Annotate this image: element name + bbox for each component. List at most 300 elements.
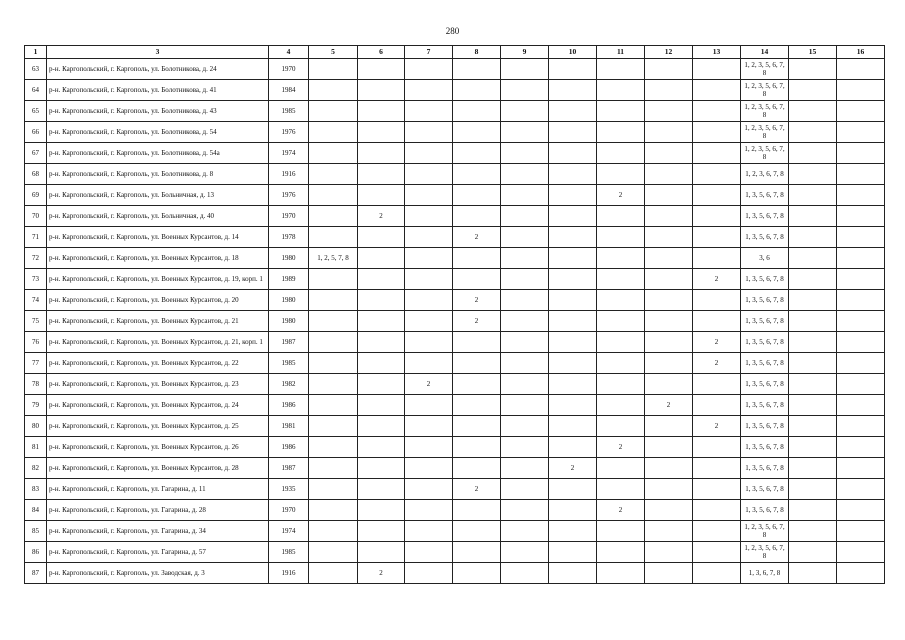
col-8-cell — [453, 521, 501, 542]
col-13-cell — [693, 479, 741, 500]
table-row — [25, 59, 885, 80]
address-cell: р-н. Каргопольский, г. Каргополь, ул. Гагарина, д. 11 — [47, 479, 269, 500]
col-7-cell — [405, 101, 453, 122]
col-10-cell — [549, 59, 597, 80]
col-12-cell — [645, 206, 693, 227]
col-14-cell: 1, 3, 5, 6, 7, 8 — [741, 353, 789, 374]
col-16-cell — [837, 101, 885, 122]
row-number-cell: 82 — [25, 458, 47, 479]
col-13-cell — [693, 521, 741, 542]
address-cell: р-н. Каргопольский, г. Каргополь, ул. Болотникова, д. 41 — [47, 80, 269, 101]
col-13-cell — [693, 542, 741, 563]
col-7-cell — [405, 269, 453, 290]
col-15-cell — [789, 206, 837, 227]
col-6-cell — [358, 500, 405, 521]
col-15-cell — [789, 143, 837, 164]
col-6-cell — [358, 521, 405, 542]
col-11-cell: 2 — [597, 500, 645, 521]
col-7-cell — [405, 164, 453, 185]
col-6-cell — [358, 164, 405, 185]
col-14-cell: 1, 2, 3, 5, 6, 7, 8 — [741, 542, 789, 563]
col-11-cell — [597, 59, 645, 80]
col-13-cell — [693, 248, 741, 269]
col-8-cell — [453, 164, 501, 185]
row-number-cell: 65 — [25, 101, 47, 122]
col-16-cell — [837, 290, 885, 311]
col-10-cell — [549, 374, 597, 395]
col-8-cell — [453, 122, 501, 143]
col-15-cell — [789, 269, 837, 290]
table-row — [25, 206, 885, 227]
col-6-cell — [358, 80, 405, 101]
col-13-cell — [693, 80, 741, 101]
year-cell: 1980 — [269, 248, 309, 269]
col-9-cell — [501, 458, 549, 479]
col-13-cell — [693, 143, 741, 164]
table-row — [25, 101, 885, 122]
year-cell: 1985 — [269, 542, 309, 563]
col-6-cell — [358, 542, 405, 563]
address-cell: р-н. Каргопольский, г. Каргополь, ул. Болотникова, д. 43 — [47, 101, 269, 122]
year-cell: 1974 — [269, 143, 309, 164]
col-11-cell: 2 — [597, 437, 645, 458]
col-6-cell — [358, 332, 405, 353]
column-header: 9 — [501, 46, 549, 59]
row-number-cell: 76 — [25, 332, 47, 353]
col-9-cell — [501, 101, 549, 122]
col-14-cell: 1, 3, 5, 6, 7, 8 — [741, 374, 789, 395]
table-row — [25, 416, 885, 437]
col-6-cell — [358, 479, 405, 500]
col-6-cell: 2 — [358, 563, 405, 584]
col-8-cell — [453, 101, 501, 122]
row-number-cell: 75 — [25, 311, 47, 332]
col-12-cell — [645, 416, 693, 437]
col-12-cell — [645, 332, 693, 353]
col-15-cell — [789, 395, 837, 416]
col-10-cell — [549, 542, 597, 563]
col-5-cell — [309, 395, 358, 416]
col-6-cell — [358, 395, 405, 416]
table-row — [25, 269, 885, 290]
col-16-cell — [837, 185, 885, 206]
address-cell: р-н. Каргопольский, г. Каргополь, ул. Гагарина, д. 28 — [47, 500, 269, 521]
table-row — [25, 479, 885, 500]
address-cell: р-н. Каргопольский, г. Каргополь, ул. Болотникова, д. 54 — [47, 122, 269, 143]
table-row — [25, 332, 885, 353]
col-6-cell — [358, 311, 405, 332]
col-11-cell — [597, 290, 645, 311]
col-8-cell: 2 — [453, 227, 501, 248]
col-14-cell: 1, 2, 3, 6, 7, 8 — [741, 164, 789, 185]
col-11-cell — [597, 80, 645, 101]
col-13-cell — [693, 122, 741, 143]
col-10-cell — [549, 143, 597, 164]
col-7-cell — [405, 143, 453, 164]
col-6-cell — [358, 185, 405, 206]
col-14-cell: 1, 3, 5, 6, 7, 8 — [741, 416, 789, 437]
year-cell: 1935 — [269, 479, 309, 500]
col-13-cell — [693, 164, 741, 185]
year-cell: 1980 — [269, 311, 309, 332]
col-15-cell — [789, 122, 837, 143]
col-5-cell — [309, 59, 358, 80]
col-6-cell: 2 — [358, 206, 405, 227]
address-cell: р-н. Каргопольский, г. Каргополь, ул. Болотникова, д. 24 — [47, 59, 269, 80]
col-14-cell: 3, 6 — [741, 248, 789, 269]
col-9-cell — [501, 311, 549, 332]
col-16-cell — [837, 311, 885, 332]
col-12-cell — [645, 248, 693, 269]
column-header: 3 — [47, 46, 269, 59]
col-14-cell: 1, 2, 3, 5, 6, 7, 8 — [741, 122, 789, 143]
col-14-cell: 1, 3, 5, 6, 7, 8 — [741, 500, 789, 521]
col-11-cell — [597, 374, 645, 395]
row-number-cell: 86 — [25, 542, 47, 563]
header-row — [25, 46, 885, 59]
year-cell: 1970 — [269, 59, 309, 80]
col-8-cell: 2 — [453, 479, 501, 500]
col-8-cell — [453, 332, 501, 353]
table-row — [25, 542, 885, 563]
row-number-cell: 85 — [25, 521, 47, 542]
year-cell: 1980 — [269, 290, 309, 311]
col-5-cell — [309, 563, 358, 584]
column-header: 1 — [25, 46, 47, 59]
col-10-cell — [549, 521, 597, 542]
col-15-cell — [789, 101, 837, 122]
col-12-cell — [645, 290, 693, 311]
year-cell: 1916 — [269, 164, 309, 185]
year-cell: 1986 — [269, 395, 309, 416]
address-cell: р-н. Каргопольский, г. Каргополь, ул. Военных Курсантов, д. 23 — [47, 374, 269, 395]
col-13-cell — [693, 563, 741, 584]
buildings-table — [24, 45, 885, 584]
col-16-cell — [837, 542, 885, 563]
col-13-cell — [693, 101, 741, 122]
year-cell: 1989 — [269, 269, 309, 290]
col-16-cell — [837, 122, 885, 143]
col-5-cell — [309, 269, 358, 290]
col-11-cell — [597, 206, 645, 227]
row-number-cell: 78 — [25, 374, 47, 395]
col-7-cell — [405, 563, 453, 584]
col-14-cell: 1, 3, 6, 7, 8 — [741, 563, 789, 584]
row-number-cell: 71 — [25, 227, 47, 248]
year-cell: 1970 — [269, 500, 309, 521]
column-header: 10 — [549, 46, 597, 59]
col-13-cell — [693, 185, 741, 206]
col-15-cell — [789, 374, 837, 395]
col-11-cell — [597, 542, 645, 563]
col-6-cell — [358, 59, 405, 80]
col-8-cell — [453, 437, 501, 458]
col-9-cell — [501, 164, 549, 185]
col-12-cell — [645, 353, 693, 374]
col-15-cell — [789, 458, 837, 479]
col-10-cell — [549, 353, 597, 374]
col-8-cell: 2 — [453, 311, 501, 332]
year-cell: 1984 — [269, 80, 309, 101]
col-11-cell — [597, 101, 645, 122]
year-cell: 1916 — [269, 563, 309, 584]
col-7-cell — [405, 122, 453, 143]
col-7-cell — [405, 416, 453, 437]
row-number-cell: 83 — [25, 479, 47, 500]
col-11-cell — [597, 122, 645, 143]
col-6-cell — [358, 353, 405, 374]
col-11-cell — [597, 563, 645, 584]
col-8-cell — [453, 143, 501, 164]
col-15-cell — [789, 563, 837, 584]
col-11-cell — [597, 248, 645, 269]
col-7-cell — [405, 311, 453, 332]
col-14-cell: 1, 3, 5, 6, 7, 8 — [741, 185, 789, 206]
col-7-cell — [405, 185, 453, 206]
col-12-cell — [645, 374, 693, 395]
table-row — [25, 563, 885, 584]
column-header: 16 — [837, 46, 885, 59]
col-5-cell — [309, 206, 358, 227]
col-13-cell: 2 — [693, 332, 741, 353]
col-7-cell — [405, 227, 453, 248]
address-cell: р-н. Каргопольский, г. Каргополь, ул. Военных Курсантов, д. 14 — [47, 227, 269, 248]
col-9-cell — [501, 80, 549, 101]
col-11-cell — [597, 395, 645, 416]
col-16-cell — [837, 458, 885, 479]
col-12-cell — [645, 164, 693, 185]
address-cell: р-н. Каргопольский, г. Каргополь, ул. Больничная, д. 40 — [47, 206, 269, 227]
col-14-cell: 1, 3, 5, 6, 7, 8 — [741, 290, 789, 311]
col-7-cell — [405, 353, 453, 374]
col-16-cell — [837, 563, 885, 584]
address-cell: р-н. Каргопольский, г. Каргополь, ул. Военных Курсантов, д. 25 — [47, 416, 269, 437]
column-header: 14 — [741, 46, 789, 59]
col-8-cell — [453, 353, 501, 374]
col-7-cell — [405, 80, 453, 101]
col-16-cell — [837, 395, 885, 416]
col-12-cell — [645, 80, 693, 101]
col-13-cell — [693, 311, 741, 332]
col-5-cell — [309, 227, 358, 248]
table-row — [25, 521, 885, 542]
col-12-cell — [645, 101, 693, 122]
col-8-cell — [453, 563, 501, 584]
col-8-cell — [453, 416, 501, 437]
col-7-cell — [405, 206, 453, 227]
row-number-cell: 70 — [25, 206, 47, 227]
address-cell: р-н. Каргопольский, г. Каргополь, ул. Гагарина, д. 57 — [47, 542, 269, 563]
col-14-cell: 1, 3, 5, 6, 7, 8 — [741, 479, 789, 500]
table-row — [25, 374, 885, 395]
table-row — [25, 143, 885, 164]
col-16-cell — [837, 500, 885, 521]
col-10-cell — [549, 332, 597, 353]
address-cell: р-н. Каргопольский, г. Каргополь, ул. Военных Курсантов, д. 20 — [47, 290, 269, 311]
col-9-cell — [501, 269, 549, 290]
col-8-cell: 2 — [453, 290, 501, 311]
address-cell: р-н. Каргопольский, г. Каргополь, ул. Болотникова, д. 54а — [47, 143, 269, 164]
col-7-cell — [405, 248, 453, 269]
col-7-cell: 2 — [405, 374, 453, 395]
column-header: 11 — [597, 46, 645, 59]
col-14-cell: 1, 3, 5, 6, 7, 8 — [741, 395, 789, 416]
col-10-cell — [549, 416, 597, 437]
col-5-cell — [309, 164, 358, 185]
row-number-cell: 80 — [25, 416, 47, 437]
col-13-cell — [693, 374, 741, 395]
col-12-cell — [645, 311, 693, 332]
table-row — [25, 458, 885, 479]
col-9-cell — [501, 206, 549, 227]
col-15-cell — [789, 521, 837, 542]
col-8-cell — [453, 458, 501, 479]
col-8-cell — [453, 59, 501, 80]
col-15-cell — [789, 80, 837, 101]
col-5-cell — [309, 290, 358, 311]
row-number-cell: 81 — [25, 437, 47, 458]
col-12-cell — [645, 59, 693, 80]
table-row — [25, 164, 885, 185]
table-row — [25, 227, 885, 248]
year-cell: 1986 — [269, 437, 309, 458]
col-5-cell — [309, 416, 358, 437]
col-6-cell — [358, 269, 405, 290]
column-header: 4 — [269, 46, 309, 59]
year-cell: 1970 — [269, 206, 309, 227]
table-row — [25, 290, 885, 311]
table-row — [25, 311, 885, 332]
year-cell: 1978 — [269, 227, 309, 248]
address-cell: р-н. Каргопольский, г. Каргополь, ул. Военных Курсантов, д. 18 — [47, 248, 269, 269]
column-header: 6 — [358, 46, 405, 59]
row-number-cell: 63 — [25, 59, 47, 80]
col-5-cell — [309, 353, 358, 374]
col-9-cell — [501, 353, 549, 374]
table-row — [25, 437, 885, 458]
col-7-cell — [405, 59, 453, 80]
col-10-cell — [549, 248, 597, 269]
col-6-cell — [358, 227, 405, 248]
address-cell: р-н. Каргопольский, г. Каргополь, ул. Болотникова, д. 8 — [47, 164, 269, 185]
column-header: 5 — [309, 46, 358, 59]
col-16-cell — [837, 479, 885, 500]
address-cell: р-н. Каргопольский, г. Каргополь, ул. Военных Курсантов, д. 19, корп. 1 — [47, 269, 269, 290]
table-row — [25, 353, 885, 374]
col-9-cell — [501, 290, 549, 311]
col-10-cell — [549, 164, 597, 185]
col-16-cell — [837, 206, 885, 227]
col-12-cell — [645, 542, 693, 563]
col-16-cell — [837, 416, 885, 437]
col-16-cell — [837, 248, 885, 269]
col-10-cell — [549, 80, 597, 101]
col-10-cell — [549, 185, 597, 206]
col-13-cell — [693, 437, 741, 458]
col-12-cell — [645, 500, 693, 521]
address-cell: р-н. Каргопольский, г. Каргополь, ул. Военных Курсантов, д. 26 — [47, 437, 269, 458]
col-9-cell — [501, 374, 549, 395]
col-15-cell — [789, 164, 837, 185]
row-number-cell: 64 — [25, 80, 47, 101]
col-9-cell — [501, 437, 549, 458]
col-7-cell — [405, 437, 453, 458]
col-10-cell — [549, 101, 597, 122]
col-10-cell — [549, 290, 597, 311]
col-9-cell — [501, 248, 549, 269]
col-13-cell — [693, 395, 741, 416]
col-11-cell — [597, 227, 645, 248]
col-12-cell — [645, 227, 693, 248]
col-12-cell — [645, 269, 693, 290]
col-16-cell — [837, 227, 885, 248]
col-14-cell: 1, 3, 5, 6, 7, 8 — [741, 332, 789, 353]
col-10-cell — [549, 395, 597, 416]
col-14-cell: 1, 2, 3, 5, 6, 7, 8 — [741, 59, 789, 80]
col-10-cell — [549, 437, 597, 458]
col-5-cell — [309, 143, 358, 164]
col-6-cell — [358, 290, 405, 311]
col-15-cell — [789, 437, 837, 458]
page-number: 280 — [445, 26, 460, 36]
col-7-cell — [405, 521, 453, 542]
col-16-cell — [837, 269, 885, 290]
col-12-cell — [645, 479, 693, 500]
col-15-cell — [789, 227, 837, 248]
col-9-cell — [501, 479, 549, 500]
col-9-cell — [501, 395, 549, 416]
col-5-cell — [309, 332, 358, 353]
col-11-cell — [597, 164, 645, 185]
col-16-cell — [837, 353, 885, 374]
table-row — [25, 80, 885, 101]
col-15-cell — [789, 416, 837, 437]
year-cell: 1976 — [269, 122, 309, 143]
row-number-cell: 66 — [25, 122, 47, 143]
col-11-cell — [597, 479, 645, 500]
col-11-cell: 2 — [597, 185, 645, 206]
col-13-cell — [693, 227, 741, 248]
address-cell: р-н. Каргопольский, г. Каргополь, ул. Военных Курсантов, д. 24 — [47, 395, 269, 416]
column-header: 15 — [789, 46, 837, 59]
col-5-cell — [309, 437, 358, 458]
col-12-cell — [645, 458, 693, 479]
col-9-cell — [501, 542, 549, 563]
col-7-cell — [405, 332, 453, 353]
col-10-cell — [549, 269, 597, 290]
col-6-cell — [358, 437, 405, 458]
col-15-cell — [789, 185, 837, 206]
col-9-cell — [501, 185, 549, 206]
col-9-cell — [501, 500, 549, 521]
col-8-cell — [453, 269, 501, 290]
col-13-cell — [693, 458, 741, 479]
year-cell: 1987 — [269, 458, 309, 479]
col-16-cell — [837, 437, 885, 458]
col-11-cell — [597, 353, 645, 374]
col-15-cell — [789, 311, 837, 332]
row-number-cell: 72 — [25, 248, 47, 269]
col-15-cell — [789, 500, 837, 521]
col-8-cell — [453, 80, 501, 101]
col-6-cell — [358, 101, 405, 122]
year-cell: 1985 — [269, 353, 309, 374]
table-row — [25, 500, 885, 521]
col-12-cell — [645, 143, 693, 164]
col-14-cell: 1, 2, 3, 5, 6, 7, 8 — [741, 143, 789, 164]
col-8-cell — [453, 500, 501, 521]
col-5-cell — [309, 374, 358, 395]
